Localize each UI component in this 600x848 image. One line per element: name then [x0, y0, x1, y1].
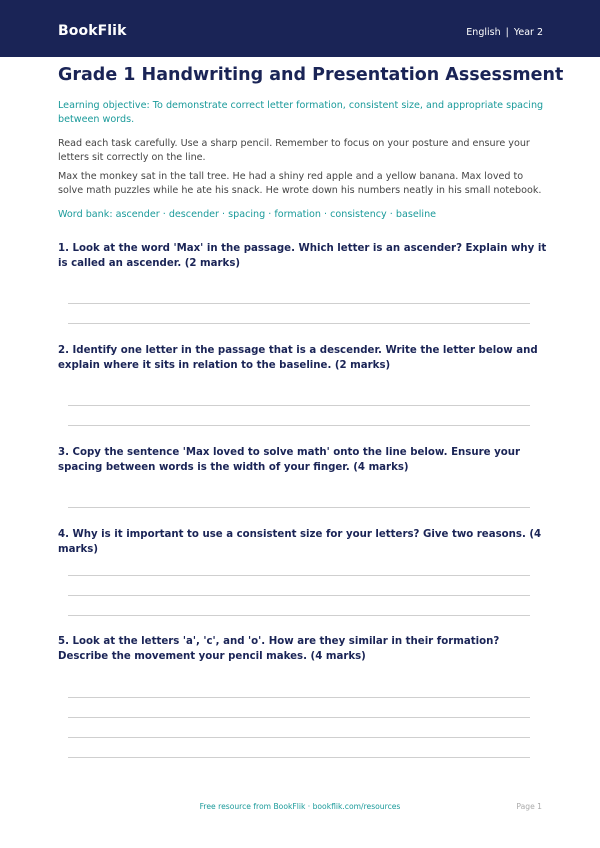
year-label: Year 2 [513, 27, 543, 38]
question-3: 3. Copy the sentence 'Max loved to solve math' onto the line below. Ensure your spacing between words is the width of your finger. (4 marks) [58, 447, 520, 473]
header-meta [466, 27, 543, 38]
page-number: Page 1 [516, 802, 542, 811]
page-header [0, 0, 600, 57]
learning-objective: Learning objective: To demonstrate correct letter formation, consistent size, and appropriate spacing between words. [58, 100, 544, 125]
answer-line[interactable] [68, 507, 530, 508]
question-2: 2. Identify one letter in the passage that is a descender. Write the letter below and explain where it sits in relation to the baseline. (2 marks) [58, 345, 538, 371]
question-4: 4. Why is it important to use a consistent size for your letters? Give two reasons. (4 marks) [58, 529, 542, 555]
answer-line[interactable] [68, 697, 530, 698]
answer-line[interactable] [68, 757, 530, 758]
answer-line[interactable] [68, 737, 530, 738]
subject-label: English [466, 27, 501, 38]
page-title: Grade 1 Handwriting and Presentation Assessment [58, 65, 564, 85]
word-bank: Word bank: ascender · descender · spacing · formation · consistency · baseline [58, 209, 437, 220]
answer-line[interactable] [68, 595, 530, 596]
footer-credit[interactable]: Free resource from BookFlik · bookflik.com/resources [199, 802, 401, 811]
answer-line[interactable] [68, 717, 530, 718]
answer-line[interactable] [68, 323, 530, 324]
brand-logo[interactable]: BookFlik [58, 23, 127, 39]
answer-line[interactable] [68, 615, 530, 616]
header-divider: | [505, 27, 509, 38]
answer-line[interactable] [68, 425, 530, 426]
answer-line[interactable] [68, 575, 530, 576]
answer-line[interactable] [68, 303, 530, 304]
question-1: 1. Look at the word 'Max' in the passage. Which letter is an ascender? Explain why it is called an ascender. (2 marks) [58, 243, 547, 269]
question-5: 5. Look at the letters 'a', 'c', and 'o'. How are they similar in their formation? Describe the movement your pencil makes. (4 marks) [58, 636, 500, 662]
reading-passage: Max the monkey sat in the tall tree. He had a shiny red apple and a yellow banana. Max loved to solve math puzzles while he ate his snack. He wrote down his numbers neatly in his small notebook. [58, 171, 542, 196]
answer-line[interactable] [68, 405, 530, 406]
instructions: Read each task carefully. Use a sharp pencil. Remember to focus on your posture and ensure your letters sit correctly on the line. [58, 138, 530, 163]
